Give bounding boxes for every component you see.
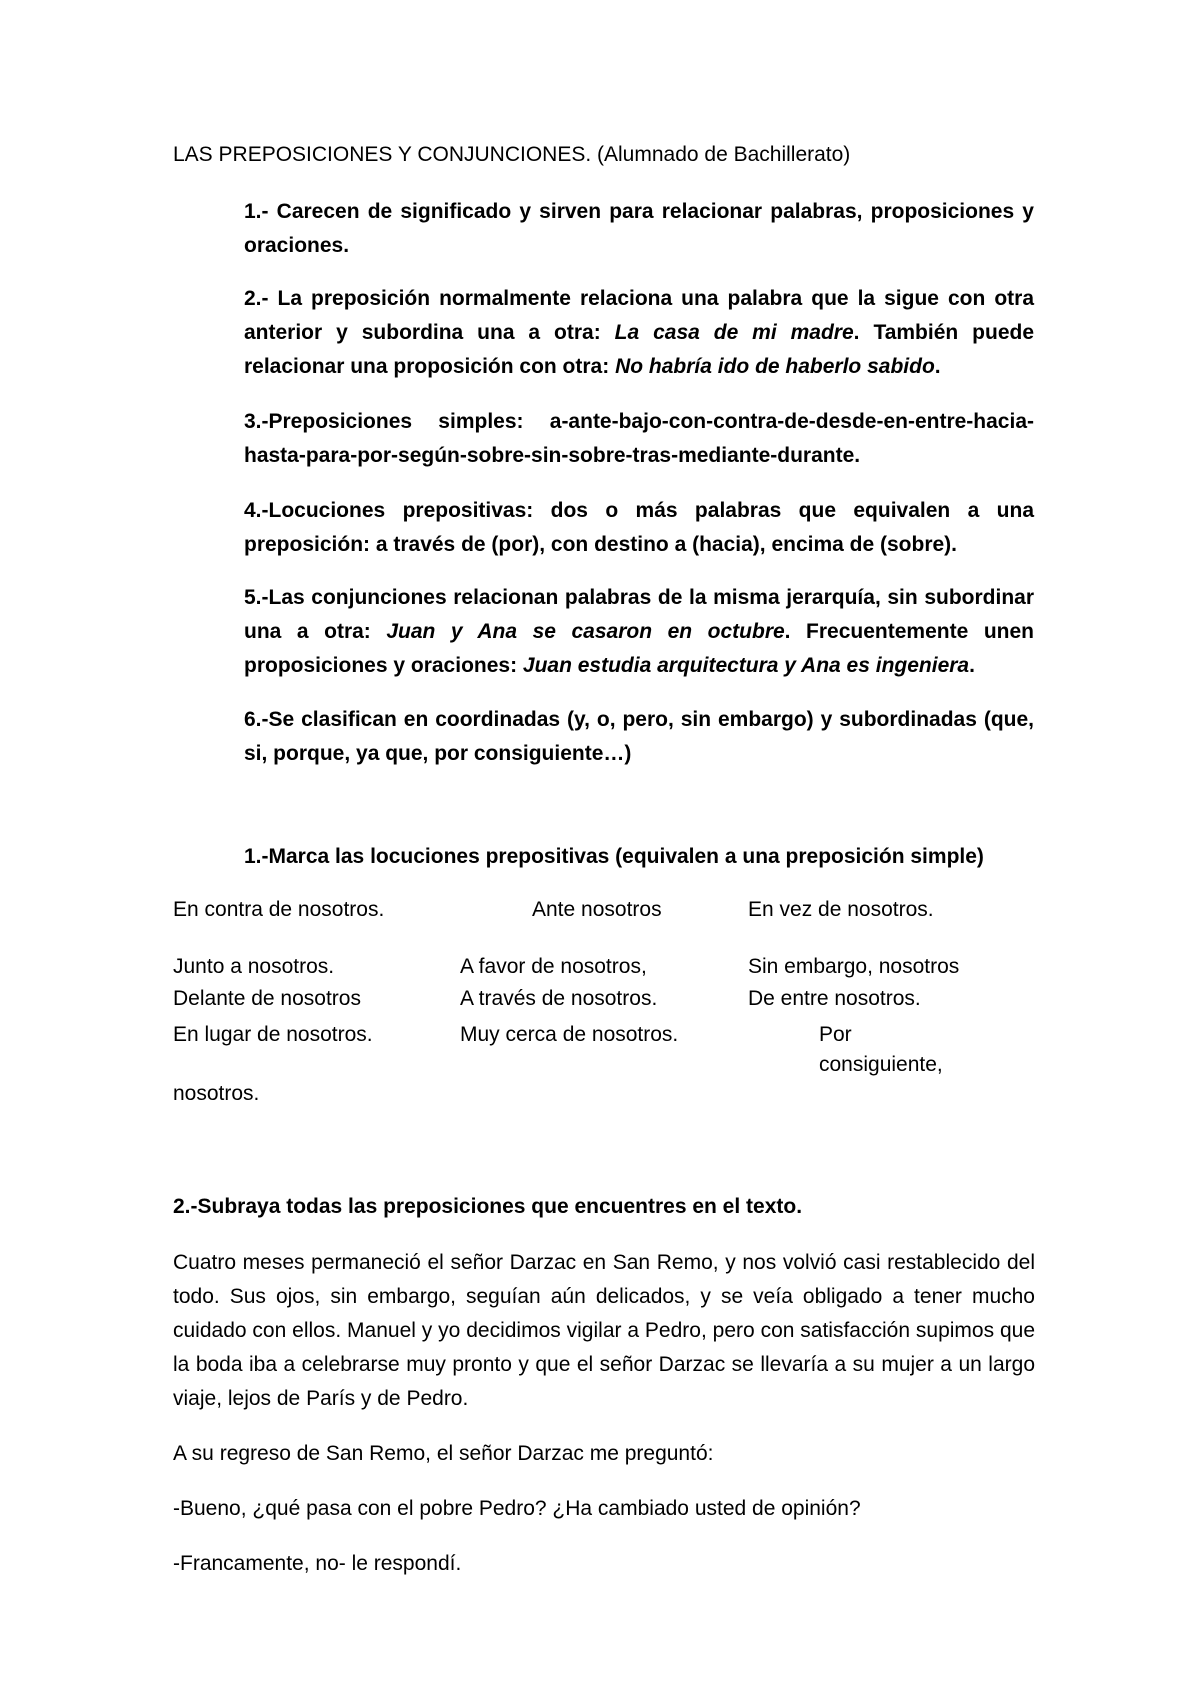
exercise-1-option[interactable]: Ante nosotros — [532, 898, 662, 921]
exercise-1-option-continued[interactable]: nosotros. — [173, 1082, 260, 1105]
exercise-2-title: 2.-Subraya todas las preposiciones que encuentres en el texto. — [173, 1195, 803, 1218]
theory-item-5-text-c: . — [969, 654, 975, 677]
exercise-1-option[interactable]: En contra de nosotros. — [173, 898, 385, 921]
exercise-1-option[interactable]: Sin embargo, nosotros — [748, 955, 960, 978]
theory-item-5 — [244, 581, 1034, 683]
theory-item-2 — [244, 282, 1034, 384]
document-title: LAS PREPOSICIONES Y CONJUNCIONES. (Alumnado de Bachillerato) — [173, 143, 851, 166]
theory-item-5-example-2: Juan estudia arquitectura y Ana es ingeniera — [522, 654, 970, 677]
theory-item-2-text-a: 2.- La preposición normalmente relaciona una palabra que la sigue con otra anterior y subordina una a otra: — [244, 287, 1034, 344]
exercise-1-option[interactable]: Junto a nosotros. — [173, 955, 335, 978]
theory-item-2-example-1: La casa de mi madre — [614, 321, 854, 344]
theory-item-5-example-1: Juan y Ana se casaron en octubre — [386, 620, 785, 643]
theory-item-2-example-2: No habría ido de haberlo sabido — [615, 355, 935, 378]
theory-item-6: 6.-Se clasifican en coordinadas (y, o, pero, sin embargo) y subordinadas (que, si, porque, ya que, por consiguiente…) — [244, 708, 1034, 765]
theory-item-4: 4.-Locuciones prepositivas: dos o más palabras que equivalen a una preposición: a través de (por), con destino a (hacia), encima de (sobre). — [244, 499, 1034, 556]
exercise-1-option[interactable]: Muy cerca de nosotros. — [460, 1023, 679, 1046]
exercise-1-option-continued[interactable]: consiguiente, — [819, 1053, 943, 1076]
exercise-1-option[interactable]: De entre nosotros. — [748, 987, 921, 1010]
theory-item-2-text-b: . También puede relacionar una proposición con otra: — [244, 321, 1035, 378]
theory-item-1: 1.- Carecen de significado y sirven para relacionar palabras, proposiciones y oraciones. — [244, 200, 1034, 257]
exercise-1-option[interactable]: Delante de nosotros — [173, 987, 361, 1010]
theory-item-5-text-b: . Frecuentemente unen proposiciones y oraciones: — [244, 620, 1034, 677]
exercise-2-paragraph-4: -Francamente, no- le respondí. — [173, 1552, 462, 1575]
exercise-1-option[interactable]: Por — [819, 1023, 852, 1046]
exercise-2-paragraph-3: -Bueno, ¿qué pasa con el pobre Pedro? ¿Ha cambiado usted de opinión? — [173, 1497, 861, 1520]
exercise-1-option[interactable]: En vez de nosotros. — [748, 898, 934, 921]
exercise-1-option[interactable]: A través de nosotros. — [460, 987, 658, 1010]
exercise-2-paragraph-2: A su regreso de San Remo, el señor Darzac me preguntó: — [173, 1442, 714, 1465]
exercise-2-paragraph-1: Cuatro meses permaneció el señor Darzac en San Remo, y nos volvió casi restablecido del todo. Sus ojos, sin embargo, seguían aún delicados, y se veía obligado a tener mucho cuidado con ellos. Manuel y yo decidimos vigilar a Pedro, pero con satisfacción supimos que la boda iba a celebrarse muy pronto y que el señor Darzac se llevaría a su mujer a un largo viaje, lejos de París y de Pedro. — [173, 1251, 1035, 1410]
theory-item-2-text-c: . — [934, 355, 941, 378]
exercise-1-option[interactable]: En lugar de nosotros. — [173, 1023, 373, 1046]
exercise-1-option[interactable]: A favor de nosotros, — [460, 955, 647, 978]
theory-item-5-text-a: 5.-Las conjunciones relacionan palabras de la misma jerarquía, sin subordinar una a otra: — [244, 586, 1034, 643]
theory-item-3: 3.-Preposiciones simples: a-ante-bajo-con-contra-de-desde-en-entre-hacia-hasta-para-por-según-sobre-sin-sobre-tras-mediante-durante. — [244, 410, 1034, 467]
exercise-1-title: 1.-Marca las locuciones prepositivas (equivalen a una preposición simple) — [244, 845, 984, 868]
